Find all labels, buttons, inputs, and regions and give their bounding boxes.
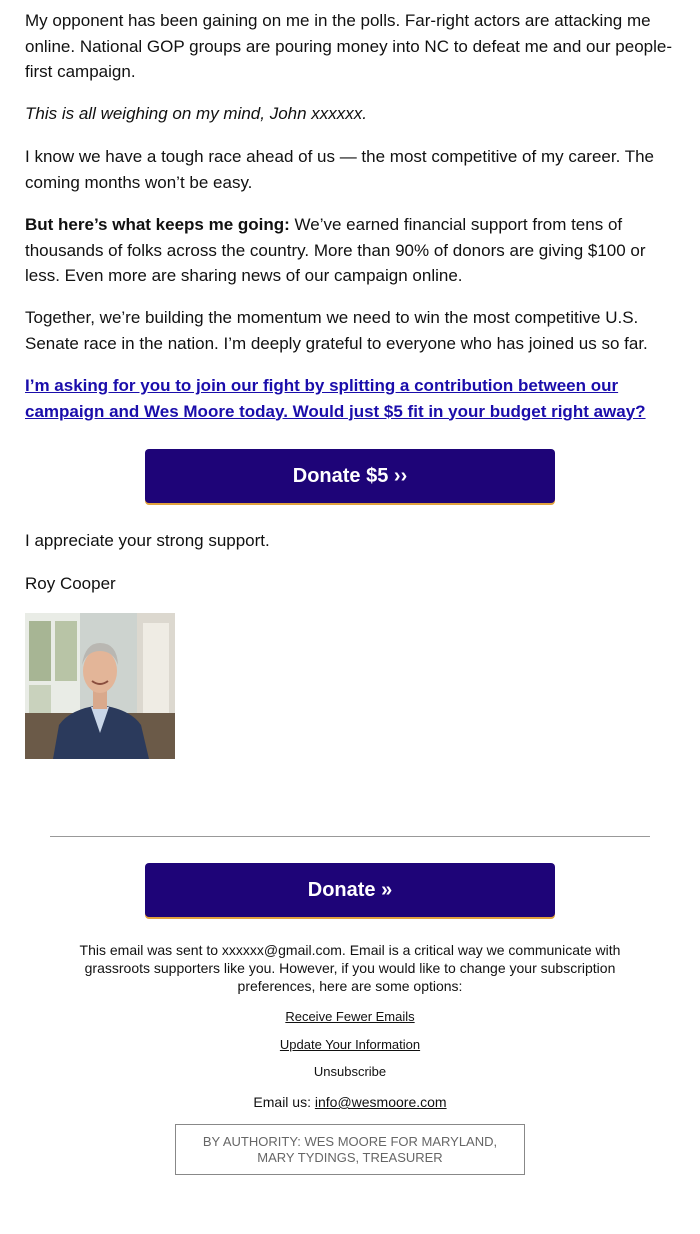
keeps-going-text: We’ve earned financial support from tens of thousands of folks across the country. More than 90% of donors are giving $100 or less. Even more are sharing news of our campaign online.: [25, 215, 646, 285]
authority-disclaimer: [175, 1124, 525, 1175]
email-address-link[interactable]: info@wesmoore.com: [314, 1094, 447, 1110]
email-us-label: Email us:: [253, 1094, 315, 1110]
donate-5-button[interactable]: Donate $5 ››: [145, 449, 555, 503]
email-us-row: [0, 1094, 700, 1110]
fewer-emails-row: [0, 1009, 700, 1024]
portrait-illustration: [25, 613, 175, 759]
keeps-going-bold: But here’s what keeps me going:: [25, 215, 290, 234]
paragraph-ask: [25, 373, 677, 424]
paragraph-keeps-going: [25, 212, 677, 289]
closing-line: I appreciate your strong support.: [25, 531, 270, 550]
footer-divider: [50, 836, 650, 837]
portrait-photo: [25, 613, 175, 759]
paragraph-weighing: This is all weighing on my mind, John xxxxxx.: [25, 104, 368, 123]
donate-button[interactable]: Donate »: [145, 863, 555, 917]
footer-notice: This email was sent to xxxxxx@gmail.com. Email is a critical way we communicate with grassroots supporters like you. However, if you would like to change your subscription preferences, here are some options:: [79, 942, 621, 994]
update-info-link[interactable]: Update Your Information: [279, 1037, 421, 1052]
unsubscribe-link[interactable]: Unsubscribe: [313, 1064, 387, 1079]
authority-line-2: MARY TYDINGS, TREASURER: [257, 1149, 443, 1165]
fewer-emails-link[interactable]: Receive Fewer Emails: [285, 1009, 415, 1024]
paragraph-opponent: My opponent has been gaining on me in the polls. Far-right actors are attacking me online. National GOP groups are pouring money into NC to defeat me and our people-first campaign.: [25, 11, 673, 81]
ask-link[interactable]: I’m asking for you to join our fight by splitting a contribution between our campaign and Wes Moore today. Would just $5 fit in your budget right away?: [25, 376, 646, 421]
unsubscribe-row: [0, 1064, 700, 1079]
paragraph-tough-race: I know we have a tough race ahead of us — the most competitive of my career. The coming months won’t be easy.: [25, 147, 655, 192]
authority-line-1: BY AUTHORITY: WES MOORE FOR MARYLAND,: [202, 1133, 498, 1149]
update-info-row: [0, 1037, 700, 1052]
paragraph-momentum: Together, we’re building the momentum we need to win the most competitive U.S. Senate race in the nation. I’m deeply grateful to everyone who has joined us so far.: [25, 308, 648, 353]
signature-name: Roy Cooper: [25, 574, 116, 593]
